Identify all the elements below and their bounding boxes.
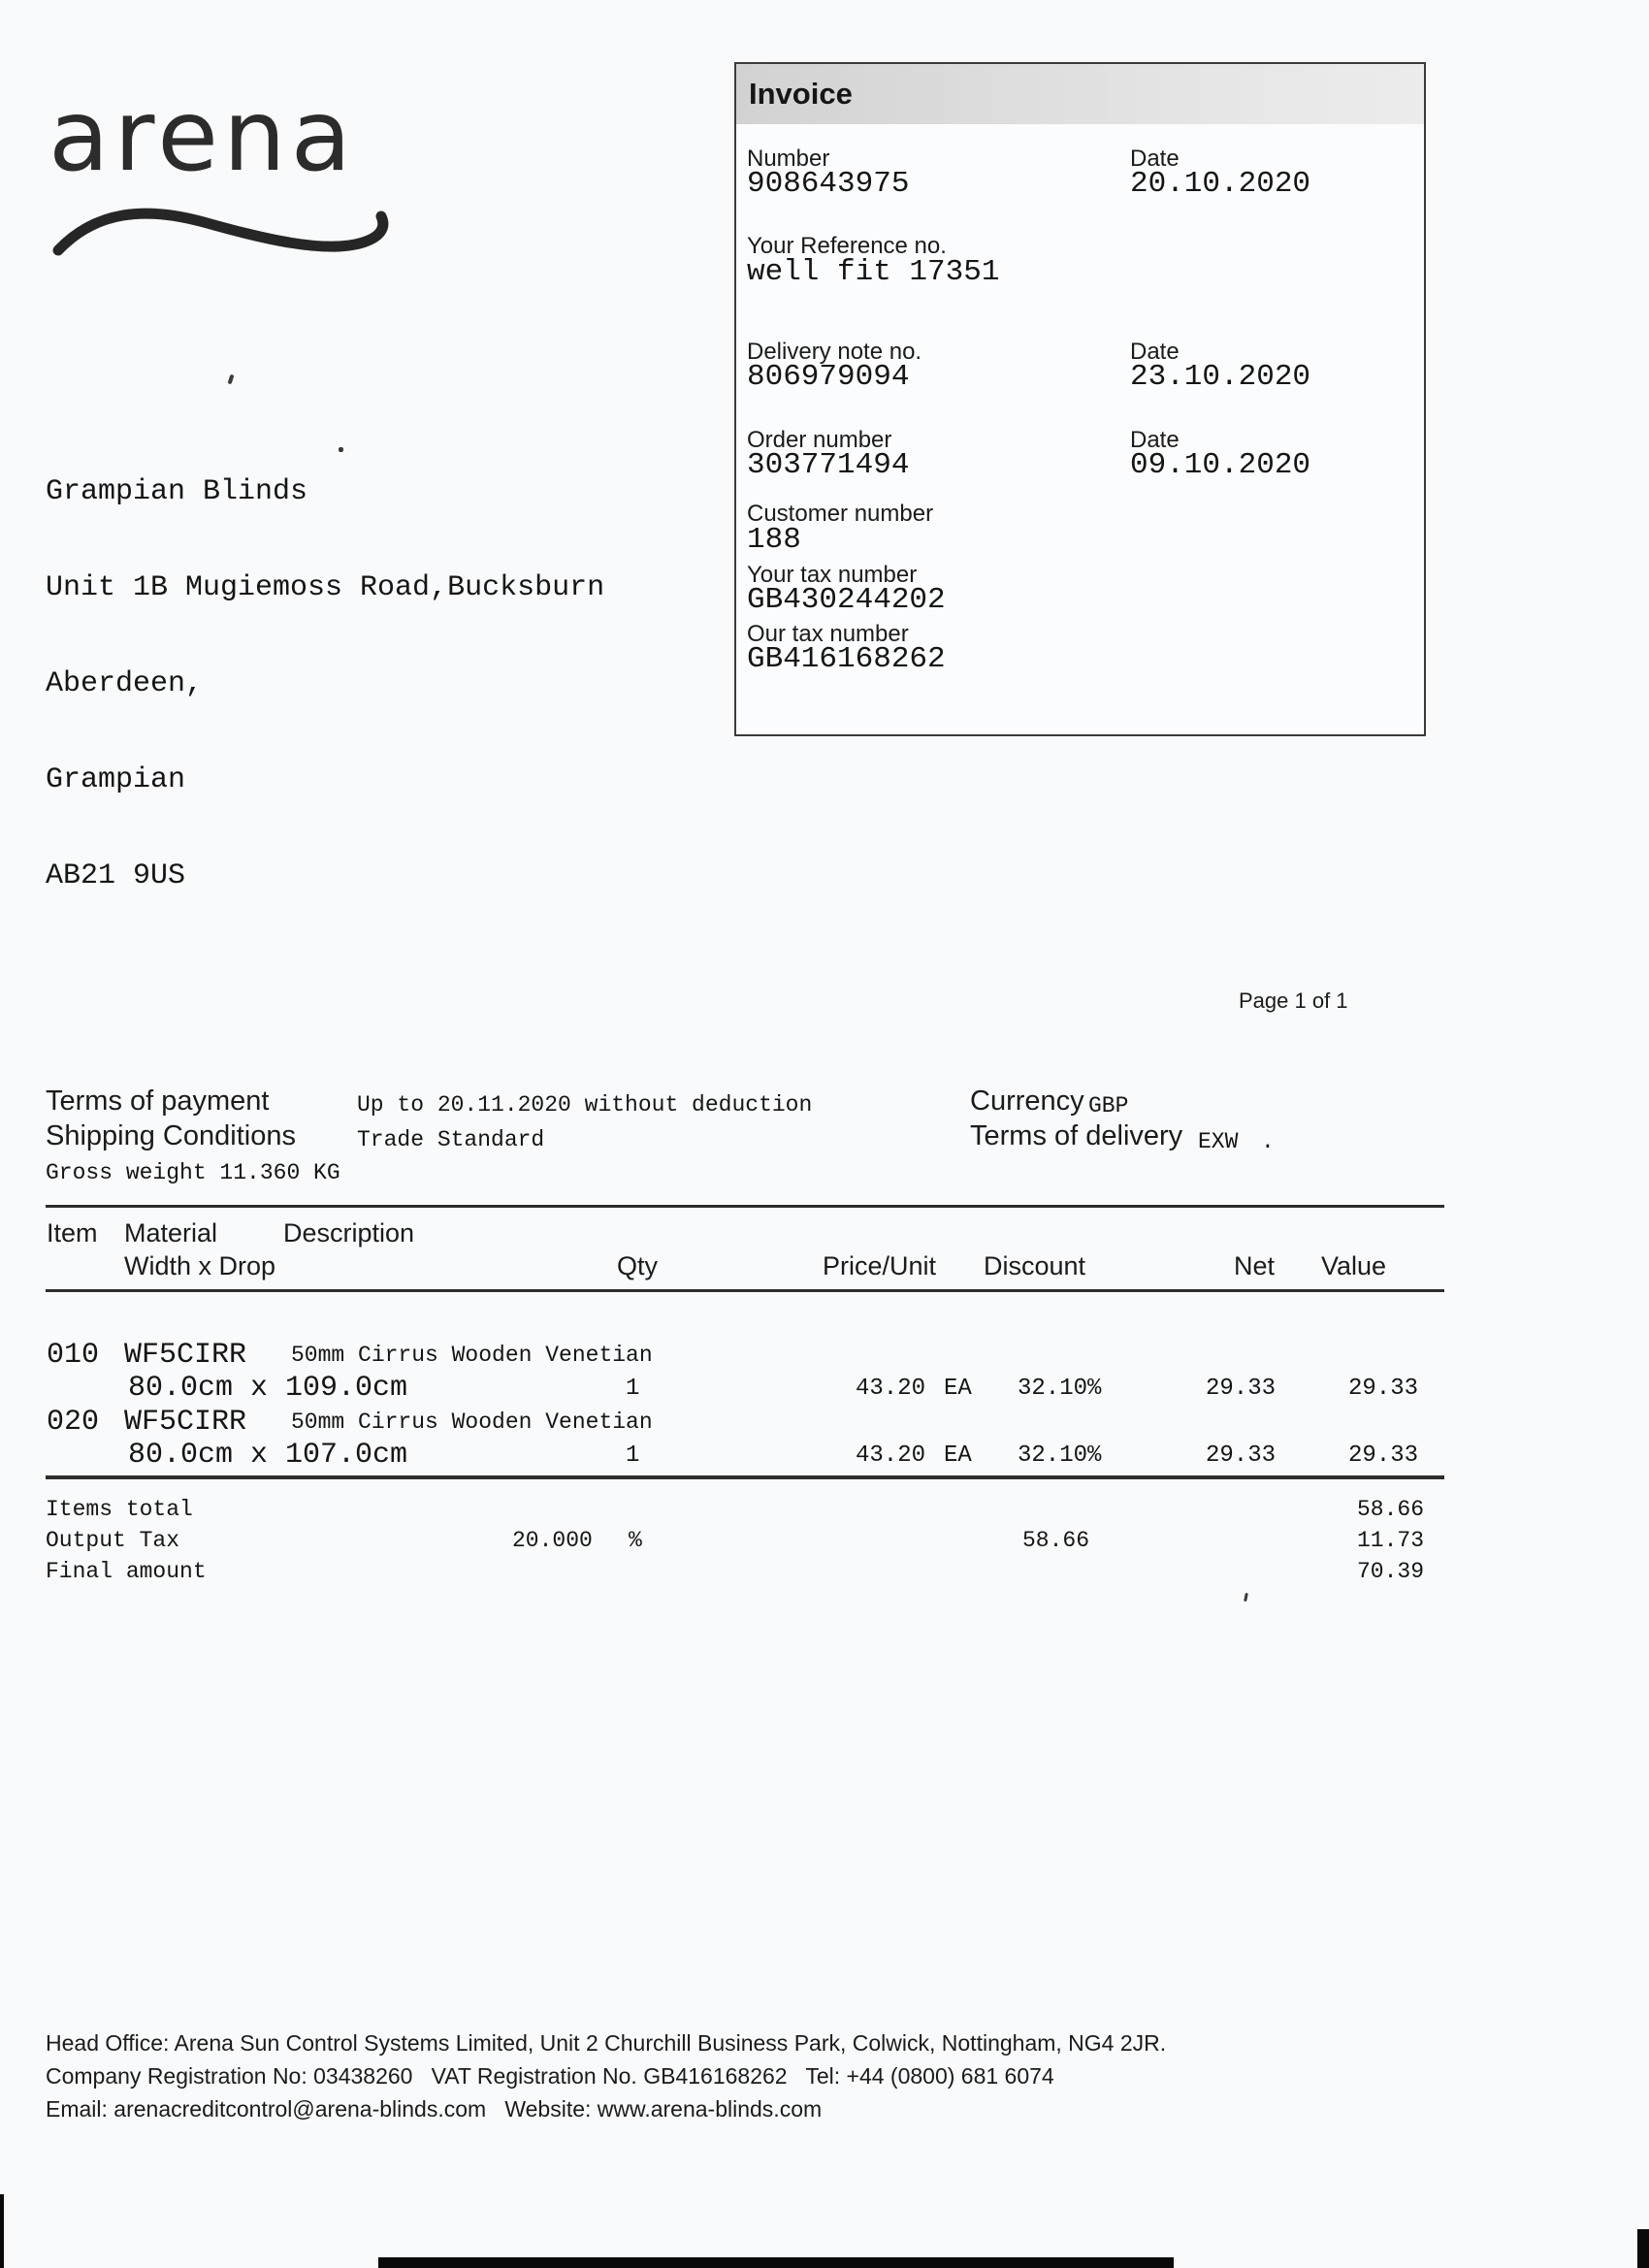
footer-registration: Company Registration No: 03438260 VAT Registration No. GB416168262 Tel: +44 (0800) 681 6074 xyxy=(46,2063,1054,2089)
table-header-rule xyxy=(46,1289,1444,1292)
items-total-label: Items total xyxy=(46,1497,193,1522)
invoice-title: Invoice xyxy=(749,77,853,111)
col-header-description: Description xyxy=(283,1218,415,1247)
order-number-value: 303771494 xyxy=(747,448,910,482)
row-qty: 1 xyxy=(626,1442,640,1469)
row-material: WF5CIRR xyxy=(124,1406,247,1439)
gross-weight: Gross weight 11.360 KG xyxy=(46,1160,340,1185)
final-amount-value: 70.39 xyxy=(1357,1559,1425,1584)
invoice-header-box xyxy=(734,62,1426,736)
output-tax-value: 11.73 xyxy=(1357,1528,1425,1553)
shipping-conditions-value: Trade Standard xyxy=(357,1127,545,1152)
reference-value: well fit 17351 xyxy=(747,255,1000,289)
scan-artifact xyxy=(0,2194,4,2268)
row-net: 29.33 xyxy=(1206,1376,1277,1402)
shipping-conditions-label: Shipping Conditions xyxy=(46,1120,296,1151)
items-total-value: 58.66 xyxy=(1357,1497,1425,1522)
row-material: WF5CIRR xyxy=(124,1339,247,1372)
recipient-line: Aberdeen, xyxy=(46,667,204,700)
col-header-item: Item xyxy=(47,1218,98,1247)
recipient-line: Unit 1B Mugiemoss Road,Bucksburn xyxy=(46,571,605,604)
reference-label: Your Reference no. xyxy=(747,233,947,259)
row-price: 43.20 xyxy=(856,1442,926,1469)
row-size: 80.0cm x 109.0cm xyxy=(128,1372,408,1405)
row-item: 020 xyxy=(47,1406,100,1439)
row-description: 50mm Cirrus Wooden Venetian xyxy=(291,1343,653,1368)
table-bottom-rule xyxy=(46,1475,1444,1479)
row-unit: EA xyxy=(944,1376,972,1402)
col-header-qty: Qty xyxy=(617,1251,659,1280)
currency-label: Currency xyxy=(970,1085,1084,1117)
currency-value: GBP xyxy=(1088,1093,1129,1118)
order-number-label: Order number xyxy=(747,427,892,453)
row-discount: 32.10% xyxy=(1018,1376,1102,1402)
col-header-width-drop: Width x Drop xyxy=(124,1251,276,1280)
col-header-price-unit: Price/Unit xyxy=(823,1251,937,1280)
invoice-title-bar xyxy=(736,64,1424,124)
order-date-value: 09.10.2020 xyxy=(1130,448,1311,482)
delivery-note-label: Delivery note no. xyxy=(747,339,922,365)
customer-number-label: Customer number xyxy=(747,501,934,527)
output-tax-base: 58.66 xyxy=(1022,1528,1090,1553)
our-tax-value: GB416168262 xyxy=(747,642,946,676)
terms-of-delivery-suffix: . xyxy=(1261,1129,1275,1154)
final-amount-label: Final amount xyxy=(46,1559,207,1584)
recipient-address xyxy=(46,412,604,924)
our-tax-label: Our tax number xyxy=(747,621,909,647)
scan-artifact xyxy=(1637,2229,1649,2268)
row-item: 010 xyxy=(47,1339,100,1372)
company-logo: arena xyxy=(48,79,357,194)
delivery-date-value: 23.10.2020 xyxy=(1130,360,1311,394)
row-price: 43.20 xyxy=(856,1376,926,1402)
footer-contact: Email: arenacreditcontrol@arena-blinds.com Website: www.arena-blinds.com xyxy=(46,2096,823,2122)
scan-artifact xyxy=(378,2257,1174,2268)
invoice-date-value: 20.10.2020 xyxy=(1130,167,1311,201)
terms-of-delivery-label: Terms of delivery xyxy=(970,1120,1183,1151)
col-header-net: Net xyxy=(1234,1251,1276,1280)
recipient-line: Grampian Blinds xyxy=(46,475,308,508)
output-tax-rate: 20.000 xyxy=(512,1528,593,1553)
row-net: 29.33 xyxy=(1206,1442,1277,1469)
output-tax-label: Output Tax xyxy=(46,1528,180,1553)
col-header-value: Value xyxy=(1321,1251,1387,1280)
delivery-note-value: 806979094 xyxy=(747,360,910,394)
row-unit: EA xyxy=(944,1442,972,1469)
row-description: 50mm Cirrus Wooden Venetian xyxy=(291,1409,653,1435)
scan-artifact xyxy=(228,374,235,385)
recipient-line: Grampian xyxy=(46,763,186,796)
col-header-material: Material xyxy=(124,1218,218,1247)
col-header-discount: Discount xyxy=(984,1251,1086,1280)
terms-of-payment-value: Up to 20.11.2020 without deduction xyxy=(357,1092,813,1118)
row-value: 29.33 xyxy=(1348,1376,1419,1402)
logo-wave-icon xyxy=(50,192,392,270)
table-top-rule xyxy=(46,1205,1444,1208)
order-date-label: Date xyxy=(1130,427,1180,453)
row-size: 80.0cm x 107.0cm xyxy=(128,1439,408,1472)
row-discount: 32.10% xyxy=(1018,1442,1102,1469)
terms-of-delivery-value: EXW xyxy=(1198,1129,1239,1154)
customer-number-value: 188 xyxy=(747,523,801,557)
your-tax-label: Your tax number xyxy=(747,562,918,588)
your-tax-value: GB430244202 xyxy=(747,583,946,617)
delivery-date-label: Date xyxy=(1130,339,1180,365)
invoice-number-value: 908643975 xyxy=(747,167,910,201)
row-value: 29.33 xyxy=(1348,1442,1419,1469)
row-qty: 1 xyxy=(626,1376,640,1402)
page-indicator: Page 1 of 1 xyxy=(1239,988,1348,1013)
output-tax-percent-sign: % xyxy=(629,1528,642,1553)
invoice-number-label: Number xyxy=(747,146,830,172)
invoice-date-label: Date xyxy=(1130,146,1180,172)
recipient-line: AB21 9US xyxy=(46,859,186,892)
scan-artifact xyxy=(1244,1593,1248,1602)
footer-head-office: Head Office: Arena Sun Control Systems Limited, Unit 2 Churchill Business Park, Colwick, Nottingham, NG4 2JR. xyxy=(46,2030,1167,2056)
terms-of-payment-label: Terms of payment xyxy=(46,1085,270,1117)
